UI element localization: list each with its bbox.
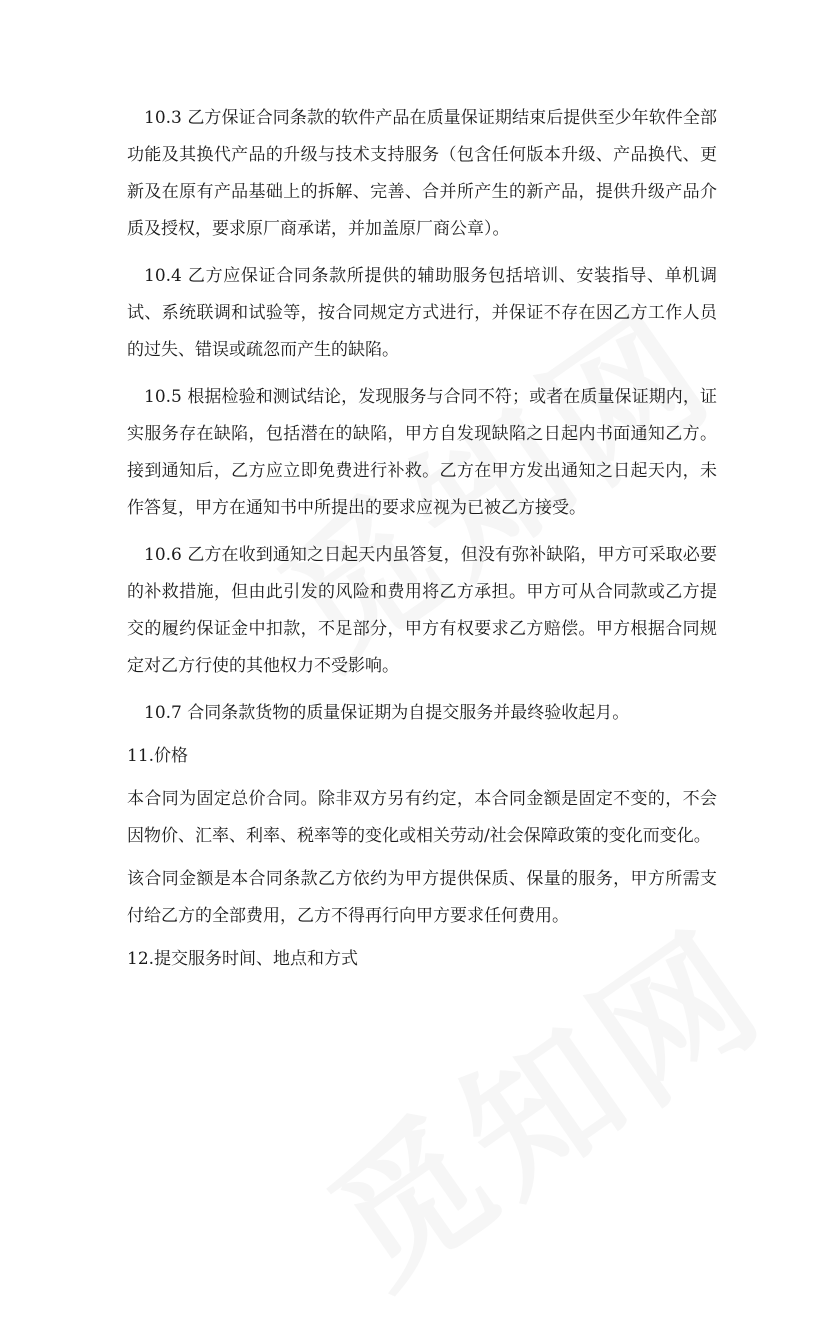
- clause-10-4: 10.4 乙方应保证合同条款所提供的辅助服务包括培训、安装指导、单机调试、系统联调和试验等，按合同规定方式进行，并保证不存在因乙方工作人员的过失、错误或疏忽而产生的缺陷。: [127, 266, 717, 360]
- section-11-paragraph: 该合同金额是本合同条款乙方依约为甲方提供保质、保量的服务，甲方所需支付给乙方的全部费用，乙方不得再行向甲方要求任何费用。: [127, 869, 717, 926]
- clause-10-5: 10.5 根据检验和测试结论，发现服务与合同不符；或者在质量保证期内，证实服务存在缺陷，包括潜在的缺陷，甲方自发现缺陷之日起内书面通知乙方。接到通知后，乙方应立即免费进行补救。乙方在甲方发出通知之日起天内，未作答复，甲方在通知书中所提出的要求应视为已被乙方接受。: [127, 387, 717, 518]
- clause-10-6: 10.6 乙方在收到通知之日起天内虽答复，但没有弥补缺陷，甲方可采取必要的补救措施，但由此引发的风险和费用将乙方承担。甲方可从合同款或乙方提交的履约保证金中扣款，不足部分，甲方有权要求乙方赔偿。甲方根据合同规定对乙方行使的其他权力不受影响。: [127, 545, 717, 676]
- section-heading-12: 12.提交服务时间、地点和方式: [127, 949, 359, 969]
- clause-10-3: 10.3 乙方保证合同条款的软件产品在质量保证期结束后提供至少年软件全部功能及其换代产品的升级与技术支持服务（包含任何版本升级、产品换代、更新及在原有产品基础上的拆解、完善、合并所产生的新产品，提供升级产品介质及授权，要求原厂商承诺，并加盖原厂商公章）。: [127, 108, 717, 239]
- clause-10-7: 10.7 合同条款货物的质量保证期为自提交服务并最终验收起月。: [144, 703, 630, 723]
- section-heading-11: 11.价格: [127, 746, 189, 766]
- section-11-paragraph: 本合同为固定总价合同。除非双方另有约定，本合同金额是固定不变的，不会因物价、汇率、利率、税率等的变化或相关劳动/社会保障政策的变化而变化。: [127, 789, 717, 846]
- document-body: [127, 100, 717, 984]
